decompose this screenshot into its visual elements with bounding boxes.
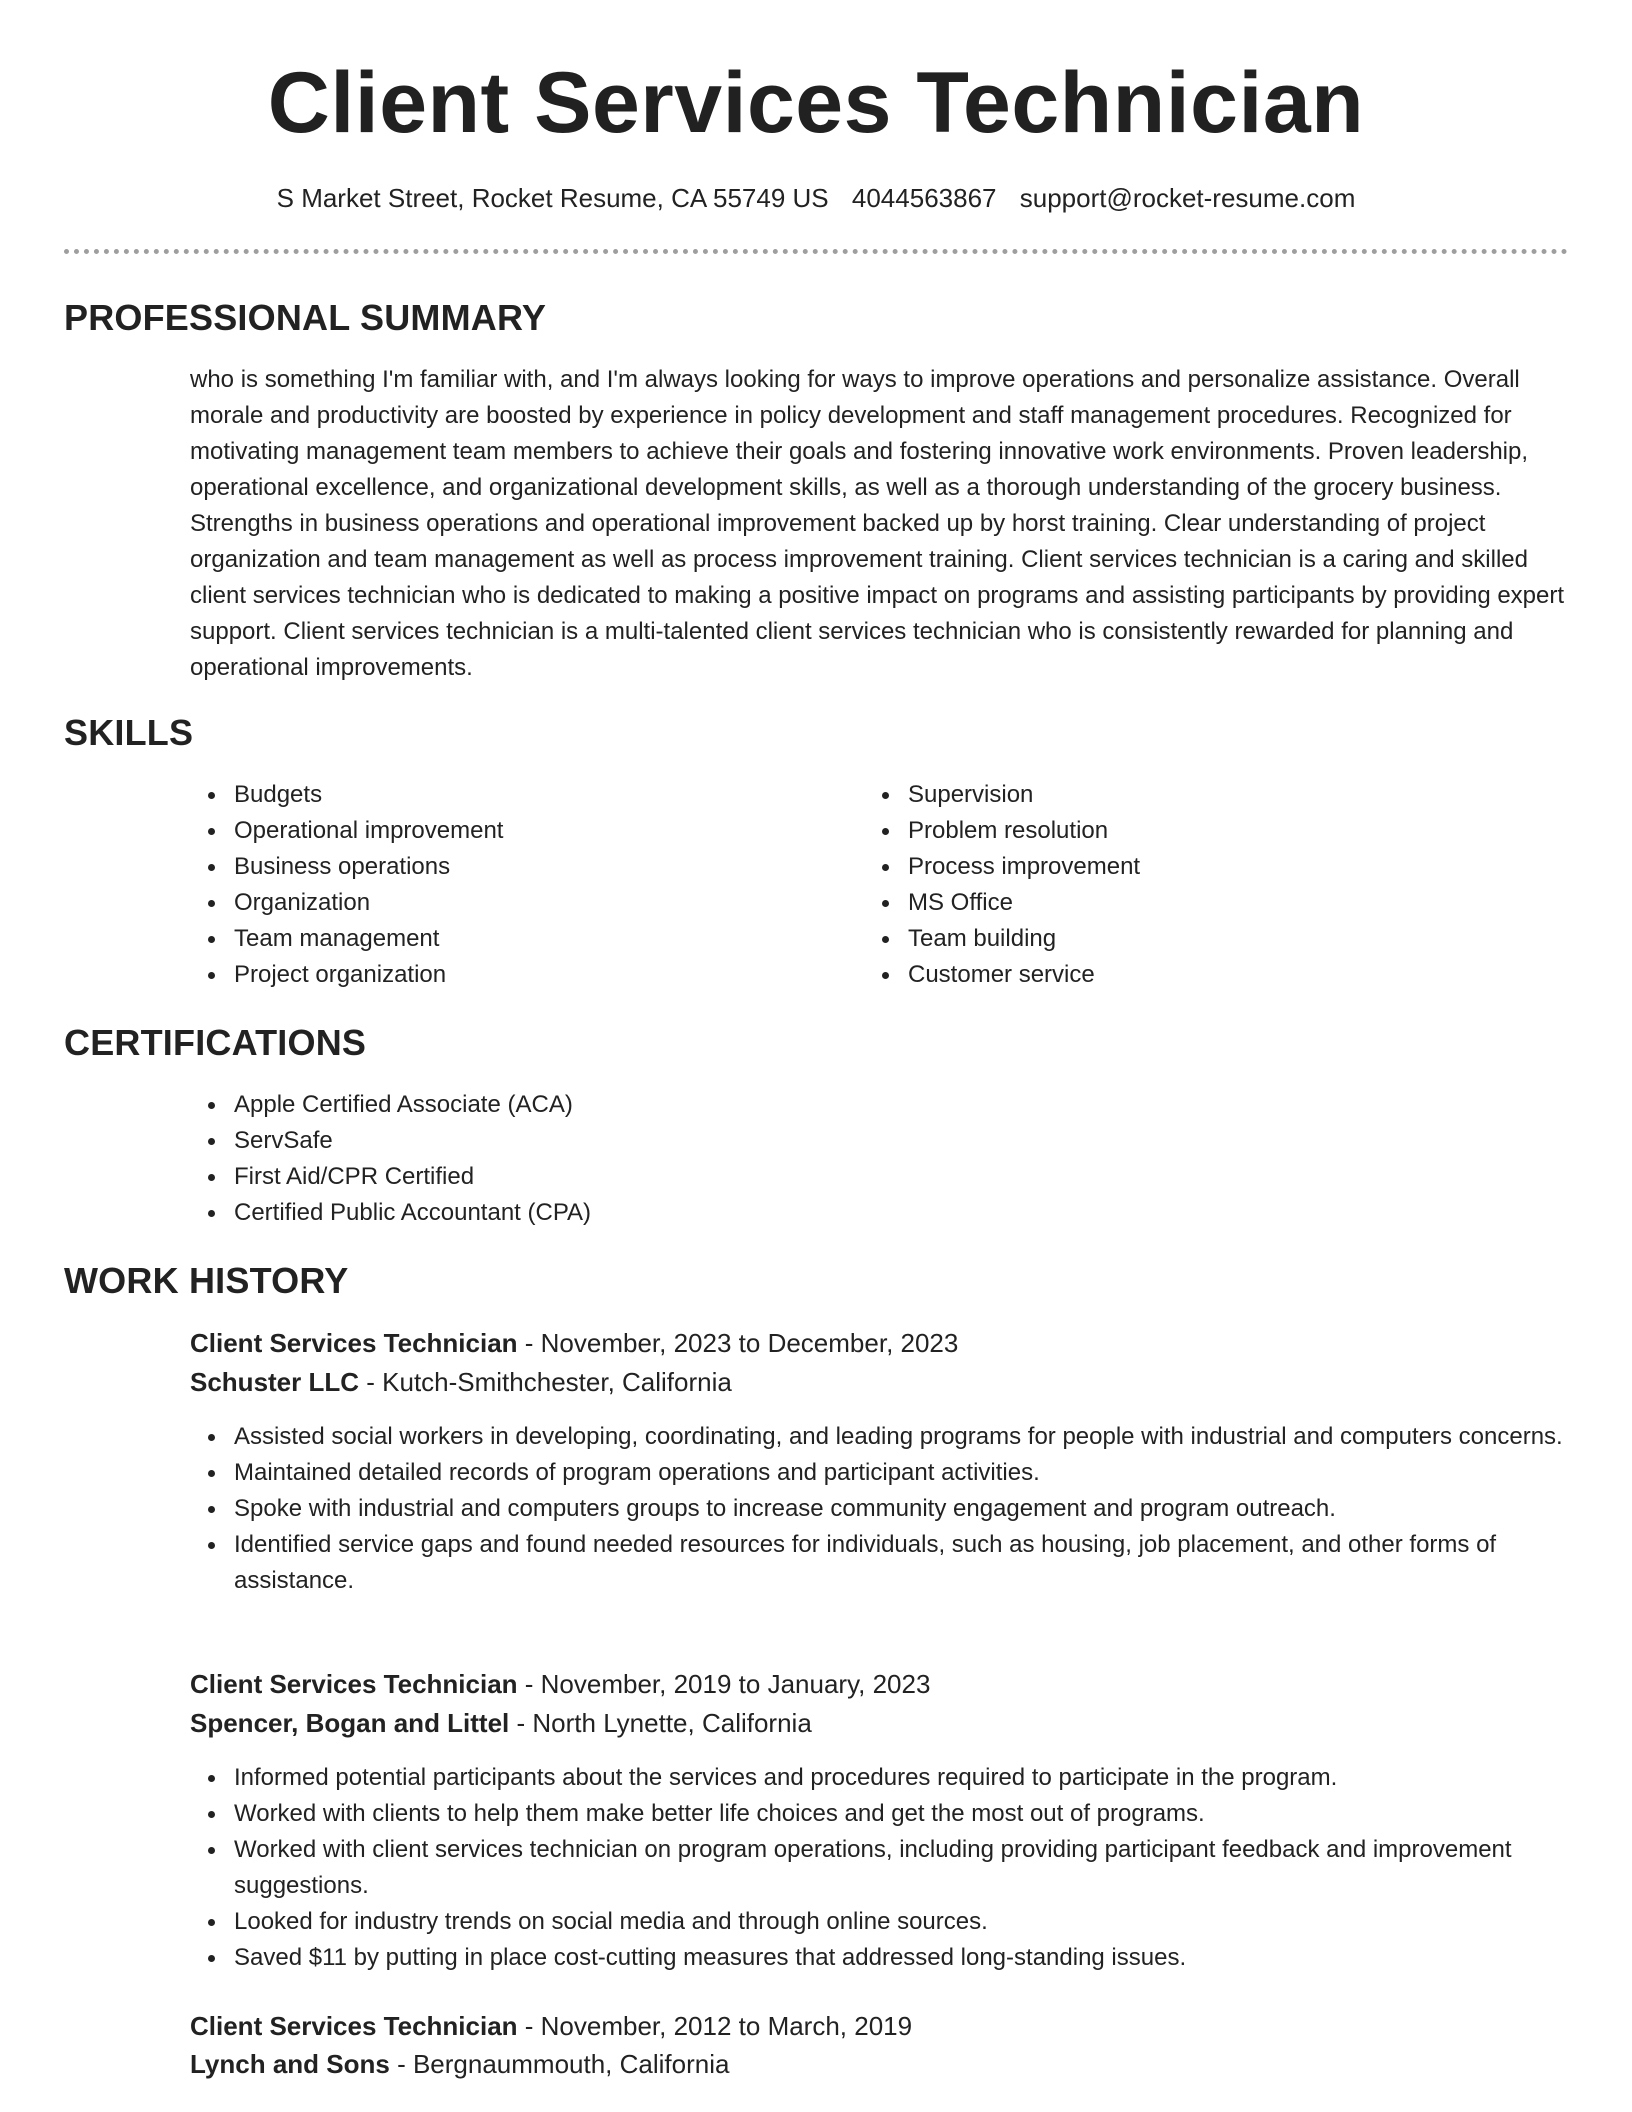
job-company-line xyxy=(190,1363,1570,1401)
job-dates: - November, 2012 to March, 2019 xyxy=(517,2011,913,2041)
certifications-heading: CERTIFICATIONS xyxy=(64,1022,367,1063)
job-duty: Identified service gaps and found needed resources for individuals, such as housing, job placement, and other forms of assistance. xyxy=(190,1527,1570,1599)
skill-item: Supervision xyxy=(864,777,1564,813)
header-divider xyxy=(64,249,1568,254)
skill-item: Project organization xyxy=(190,957,850,993)
summary-heading: PROFESSIONAL SUMMARY xyxy=(64,297,547,338)
job-duty: Spoke with industrial and computers groups to increase community engagement and program outreach. xyxy=(190,1491,1570,1527)
certification-item: ServSafe xyxy=(190,1123,1190,1159)
contact-phone: 4044563867 xyxy=(851,183,997,213)
contact-address: S Market Street, Rocket Resume, CA 55749 US xyxy=(276,183,829,213)
job-duty: Worked with client services technician on program operations, including providing participant feedback and improvement suggestions. xyxy=(190,1832,1570,1904)
summary-text: who is something I'm familiar with, and I'm always looking for ways to improve operations and personalize assistance. Overall morale and productivity are boosted by experience in policy development and staff management procedures. Recognized for motivating management team members to achieve their goals and fostering innovative work environments. Proven leadership, operational excellence, and organizational development skills, as well as a thorough understanding of the grocery business. Strengths in business operations and operational improvement backed up by horst training. Clear understanding of project organization and team management as well as process improvement training. Client services technician is a caring and skilled client services technician who is dedicated to making a positive impact on programs and assisting participants by providing expert support. Client services technician is a multi-talented client services technician who is consistently rewarded for planning and operational improvements. xyxy=(190,366,1565,681)
job-title-line xyxy=(190,1665,1570,1703)
skill-item: Organization xyxy=(190,885,850,921)
skill-item: MS Office xyxy=(864,885,1564,921)
job-company-line xyxy=(190,2045,1570,2083)
skill-item: Operational improvement xyxy=(190,813,850,849)
job-title-line xyxy=(190,1324,1570,1362)
job-location: - Bergnaummouth, California xyxy=(389,2049,730,2079)
job-duty: Maintained detailed records of program operations and participant activities. xyxy=(190,1455,1570,1491)
skill-item: Customer service xyxy=(864,957,1564,993)
job-company: Spencer, Bogan and Littel xyxy=(190,1708,510,1738)
job-duty: Saved $11 by putting in place cost-cutting measures that addressed long-standing issues. xyxy=(190,1940,1570,1976)
skill-item: Problem resolution xyxy=(864,813,1564,849)
job-title: Client Services Technician xyxy=(190,2011,518,2041)
job-dates: - November, 2019 to January, 2023 xyxy=(517,1669,931,1699)
job-duty: Assisted social workers in developing, coordinating, and leading programs for people with industrial and computers concerns. xyxy=(190,1419,1570,1455)
contact-email: support@rocket-resume.com xyxy=(1019,183,1356,213)
certification-item: Certified Public Accountant (CPA) xyxy=(190,1195,1190,1231)
certification-item: First Aid/CPR Certified xyxy=(190,1159,1190,1195)
job-company: Lynch and Sons xyxy=(190,2049,390,2079)
job-title: Client Services Technician xyxy=(190,1328,518,1358)
work-history-heading: WORK HISTORY xyxy=(64,1260,349,1301)
resume-name: Client Services Technician xyxy=(267,55,1365,151)
skill-item: Team management xyxy=(190,921,850,957)
certification-item: Apple Certified Associate (ACA) xyxy=(190,1087,1190,1123)
job-location: - North Lynette, California xyxy=(509,1708,812,1738)
job-duty: Informed potential participants about the services and procedures required to participate in the program. xyxy=(190,1760,1570,1796)
skills-list-left xyxy=(190,777,850,993)
job-company: Schuster LLC xyxy=(190,1367,360,1397)
skill-item: Budgets xyxy=(190,777,850,813)
contact-line xyxy=(0,182,1632,216)
job-duty: Worked with clients to help them make better life choices and get the most out of programs. xyxy=(190,1796,1570,1832)
job-duties-list xyxy=(190,1419,1570,1599)
certifications-list xyxy=(190,1087,1190,1231)
job-duties-list xyxy=(190,1760,1570,1976)
job-company-line xyxy=(190,1704,1570,1742)
skill-item: Business operations xyxy=(190,849,850,885)
skills-list-right xyxy=(864,777,1564,993)
job-title-line xyxy=(190,2007,1570,2045)
skill-item: Process improvement xyxy=(864,849,1564,885)
job-title: Client Services Technician xyxy=(190,1669,518,1699)
skills-heading: SKILLS xyxy=(64,712,194,753)
job-location: - Kutch-Smithchester, California xyxy=(359,1367,732,1397)
job-duty: Looked for industry trends on social media and through online sources. xyxy=(190,1904,1570,1940)
skill-item: Team building xyxy=(864,921,1564,957)
job-dates: - November, 2023 to December, 2023 xyxy=(517,1328,959,1358)
